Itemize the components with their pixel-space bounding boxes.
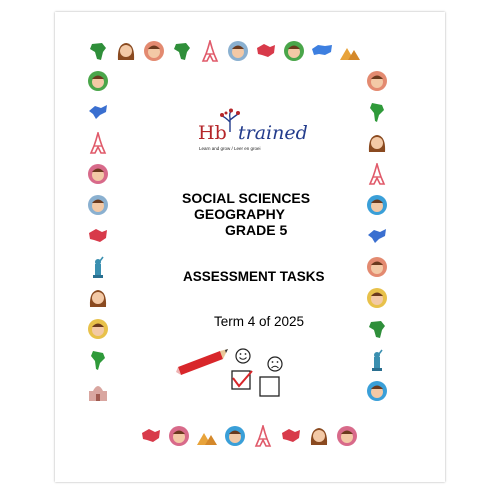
logo-tagline: Learn and grow / Leer en groei (199, 146, 261, 151)
eiffel-tower-icon (366, 163, 388, 185)
europe-map-icon (366, 225, 388, 247)
subject-title (182, 190, 322, 238)
south-america-map-icon (366, 101, 388, 123)
boy-face-icon (336, 425, 358, 447)
pyramids-icon (196, 425, 218, 447)
boy-face-icon (87, 318, 109, 340)
boy-face-icon (87, 163, 109, 185)
pyramids-icon (339, 40, 361, 62)
map-icon (255, 40, 277, 62)
assessment-heading: ASSESSMENT TASKS (183, 269, 325, 284)
girl-face-icon (87, 287, 109, 309)
boy-face-icon (227, 40, 249, 62)
africa-map-icon (171, 40, 193, 62)
south-america-map-icon (87, 349, 109, 371)
taj-mahal-icon (87, 380, 109, 402)
asia-map-icon (311, 40, 333, 62)
subject-topic: GEOGRAPHY (194, 206, 286, 222)
boy-face-icon (87, 194, 109, 216)
boy-face-icon (168, 425, 190, 447)
africa-map-icon (366, 318, 388, 340)
map-icon (280, 425, 302, 447)
term-label: Term 4 of 2025 (214, 314, 305, 329)
eiffel-tower-icon (87, 132, 109, 154)
pencil-icon (176, 349, 228, 375)
hbtrained-logo (198, 108, 318, 152)
smiley-icon (236, 349, 250, 363)
boy-face-icon (87, 70, 109, 92)
map-icon (87, 225, 109, 247)
girl-face-icon (115, 40, 137, 62)
sad-face-icon (268, 357, 282, 371)
girl-face-icon (366, 132, 388, 154)
check-mark-icon (233, 371, 252, 386)
logo-brand-hb: Hb (198, 122, 227, 144)
boy-face-icon (366, 70, 388, 92)
subject-line: SOCIAL SCIENCES (182, 190, 311, 206)
map-icon (140, 425, 162, 447)
statue-of-liberty-icon (87, 256, 109, 278)
eiffel-tower-icon (199, 40, 221, 62)
europe-map-icon (87, 101, 109, 123)
pencil-checkbox-clipart (176, 345, 316, 407)
boy-face-icon (366, 287, 388, 309)
boy-face-icon (366, 256, 388, 278)
boy-face-icon (283, 40, 305, 62)
logo-brand-trained: trained (238, 122, 308, 144)
statue-of-liberty-icon (366, 349, 388, 371)
africa-map-icon (87, 40, 109, 62)
grade-label: GRADE 5 (225, 222, 288, 238)
eiffel-tower-icon (252, 425, 274, 447)
boy-face-icon (143, 40, 165, 62)
boy-face-icon (224, 425, 246, 447)
girl-face-icon (308, 425, 330, 447)
boy-face-icon (366, 380, 388, 402)
boy-face-icon (366, 194, 388, 216)
empty-box-icon (260, 377, 279, 396)
